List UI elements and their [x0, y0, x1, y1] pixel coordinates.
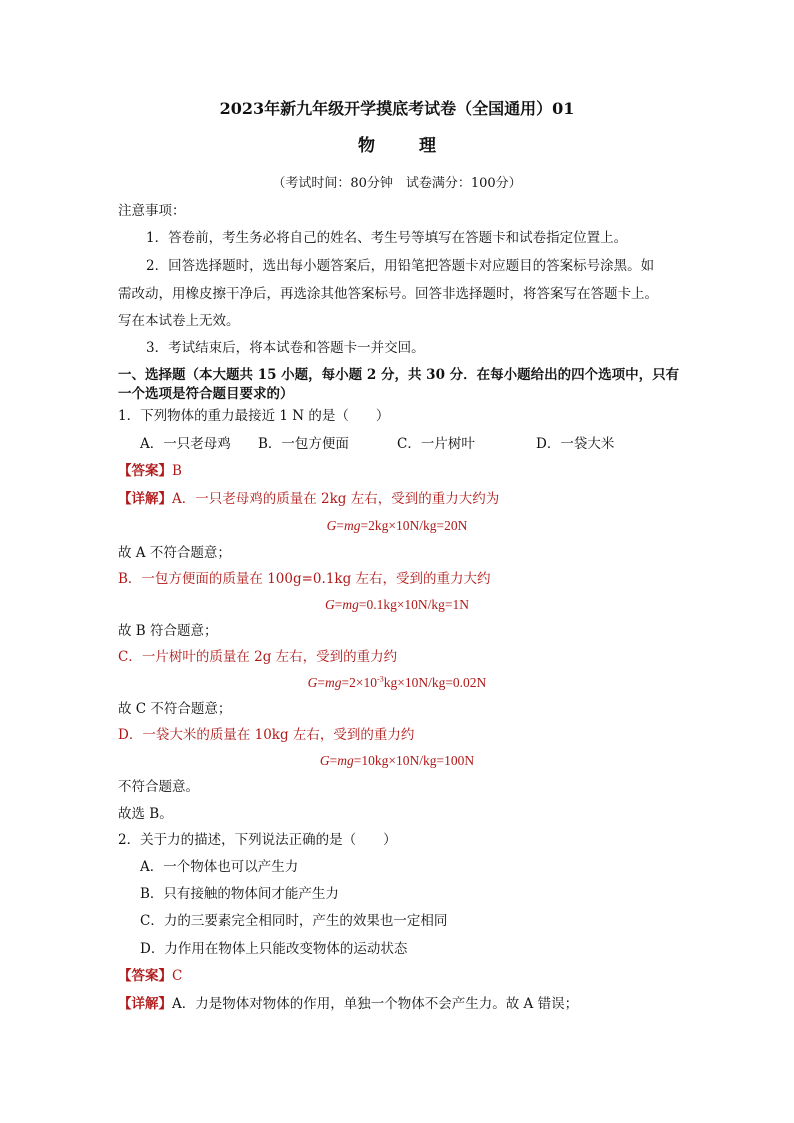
- subject-char-right: 理: [419, 136, 436, 156]
- notice-item-1: 1．答卷前，考生务必将自己的姓名、考生号等填写在答题卡和试卷指定位置上。: [146, 230, 628, 246]
- q1-formula-d-mg: mg: [337, 753, 354, 768]
- q1-detail-b: B．一包方便面的质量在 100g=0.1kg 左右，受到的重力大约: [118, 571, 491, 587]
- q1-formula-b-var: G: [324, 597, 335, 612]
- q1-detail-a: [118, 490, 499, 508]
- section-heading-line-2: 一个选项是符合题目要求的）: [118, 386, 294, 402]
- q2-detail-a-text: A．力是物体对物体的作用，单独一个物体不会产生力。故 A 错误；: [172, 996, 579, 1012]
- question-2-stem: 2．关于力的描述，下列说法正确的是（ ）: [118, 832, 397, 848]
- q1-conclusion-a: 故 A 不符合题意；: [118, 545, 231, 561]
- q1-conclusion-d: 不符合题意。: [118, 779, 199, 795]
- q1-formula-c-post: kg×10N/kg=0.02N: [383, 675, 487, 690]
- q1-option-a: A．一只老母鸡: [140, 436, 231, 452]
- subject-heading: [0, 137, 794, 155]
- q1-detail-c: C．一片树叶的质量在 2g 左右，受到的重力约: [118, 649, 398, 665]
- q1-formula-d-var: G: [319, 753, 330, 768]
- q1-formula-d-rest: =10kg×10N/kg=100N: [353, 753, 475, 768]
- q1-detail-d: D．一袋大米的质量在 10kg 左右，受到的重力约: [118, 727, 415, 743]
- page-title: 2023年新九年级开学摸底考试卷（全国通用）01: [219, 99, 575, 118]
- q2-option-a: A．一个物体也可以产生力: [140, 859, 299, 875]
- q2-option-d: D．力作用在物体上只能改变物体的运动状态: [140, 941, 408, 957]
- notice-heading: 注意事项：: [118, 203, 186, 219]
- q1-formula-a-var: G: [326, 518, 337, 533]
- q1-formula-b-eq: =: [334, 597, 343, 612]
- exam-info: （考试时间：80分钟 试卷满分：100分）: [272, 176, 522, 191]
- q1-formula-d-eq: =: [329, 753, 338, 768]
- question-1-stem: 1．下列物体的重力最接近 1 N 的是（ ）: [118, 408, 390, 424]
- q1-formula-a: [0, 517, 794, 535]
- q1-formula-c-var: G: [307, 675, 318, 690]
- q2-answer: [118, 967, 182, 985]
- q1-formula-b-mg: mg: [342, 597, 359, 612]
- q1-formula-b: [0, 596, 794, 614]
- notice-item-3: 3．考试结束后，将本试卷和答题卡一并交回。: [146, 340, 425, 356]
- q1-conclusion-b: 故 B 符合题意；: [118, 623, 218, 639]
- q1-answer-value: B: [172, 463, 182, 479]
- q1-formula-a-mg: mg: [344, 518, 361, 533]
- q1-formula-c-mg: mg: [325, 675, 342, 690]
- subject-char-left: 物: [358, 136, 375, 156]
- q1-conclusion-c: 故 C 不符合题意；: [118, 701, 232, 717]
- q1-answer: [118, 462, 182, 480]
- q1-option-c: C．一片树叶: [397, 436, 475, 452]
- q1-formula-c-exponent: -3: [377, 674, 384, 684]
- q1-formula-a-rest: =2kg×10N/kg=20N: [360, 518, 468, 533]
- q1-detail-a-text: A．一只老母鸡的质量在 2kg 左右，受到的重力大约为: [172, 491, 500, 507]
- q1-formula-c-eq: =: [317, 675, 326, 690]
- q1-formula-d: [0, 752, 794, 770]
- q1-detail-label: 【详解】: [118, 491, 172, 507]
- q2-answer-value: C: [172, 968, 183, 984]
- q2-answer-label: 【答案】: [118, 968, 172, 984]
- q1-formula-c-pre: =2×10: [341, 675, 378, 690]
- q1-answer-label: 【答案】: [118, 463, 172, 479]
- section-heading-line-1: 一、选择题（本大题共 15 小题，每小题 2 分，共 30 分．在每小题给出的四个选项中，只有: [118, 367, 680, 383]
- notice-item-2-line-2: 需改动，用橡皮擦干净后，再选涂其他答案标号。回答非选择题时，将答案写在答题卡上。: [118, 286, 658, 302]
- q2-detail-a: [118, 995, 578, 1013]
- q1-option-b: B．一包方便面: [258, 436, 349, 452]
- notice-item-2-line-3: 写在本试卷上无效。: [118, 313, 240, 329]
- q1-formula-c: [0, 674, 794, 692]
- q1-formula-b-rest: =0.1kg×10N/kg=1N: [358, 597, 470, 612]
- notice-item-2-line-1: 2．回答选择题时，选出每小题答案后，用铅笔把答题卡对应题目的答案标号涂黑。如: [146, 258, 655, 274]
- q2-option-b: B．只有接触的物体间才能产生力: [140, 886, 339, 902]
- q2-detail-label: 【详解】: [118, 996, 172, 1012]
- q2-option-c: C．力的三要素完全相同时，产生的效果也一定相同: [140, 913, 448, 929]
- q1-option-d: D．一袋大米: [536, 436, 615, 452]
- q1-formula-a-eq: =: [336, 518, 345, 533]
- q1-final-answer: 故选 B。: [118, 806, 173, 822]
